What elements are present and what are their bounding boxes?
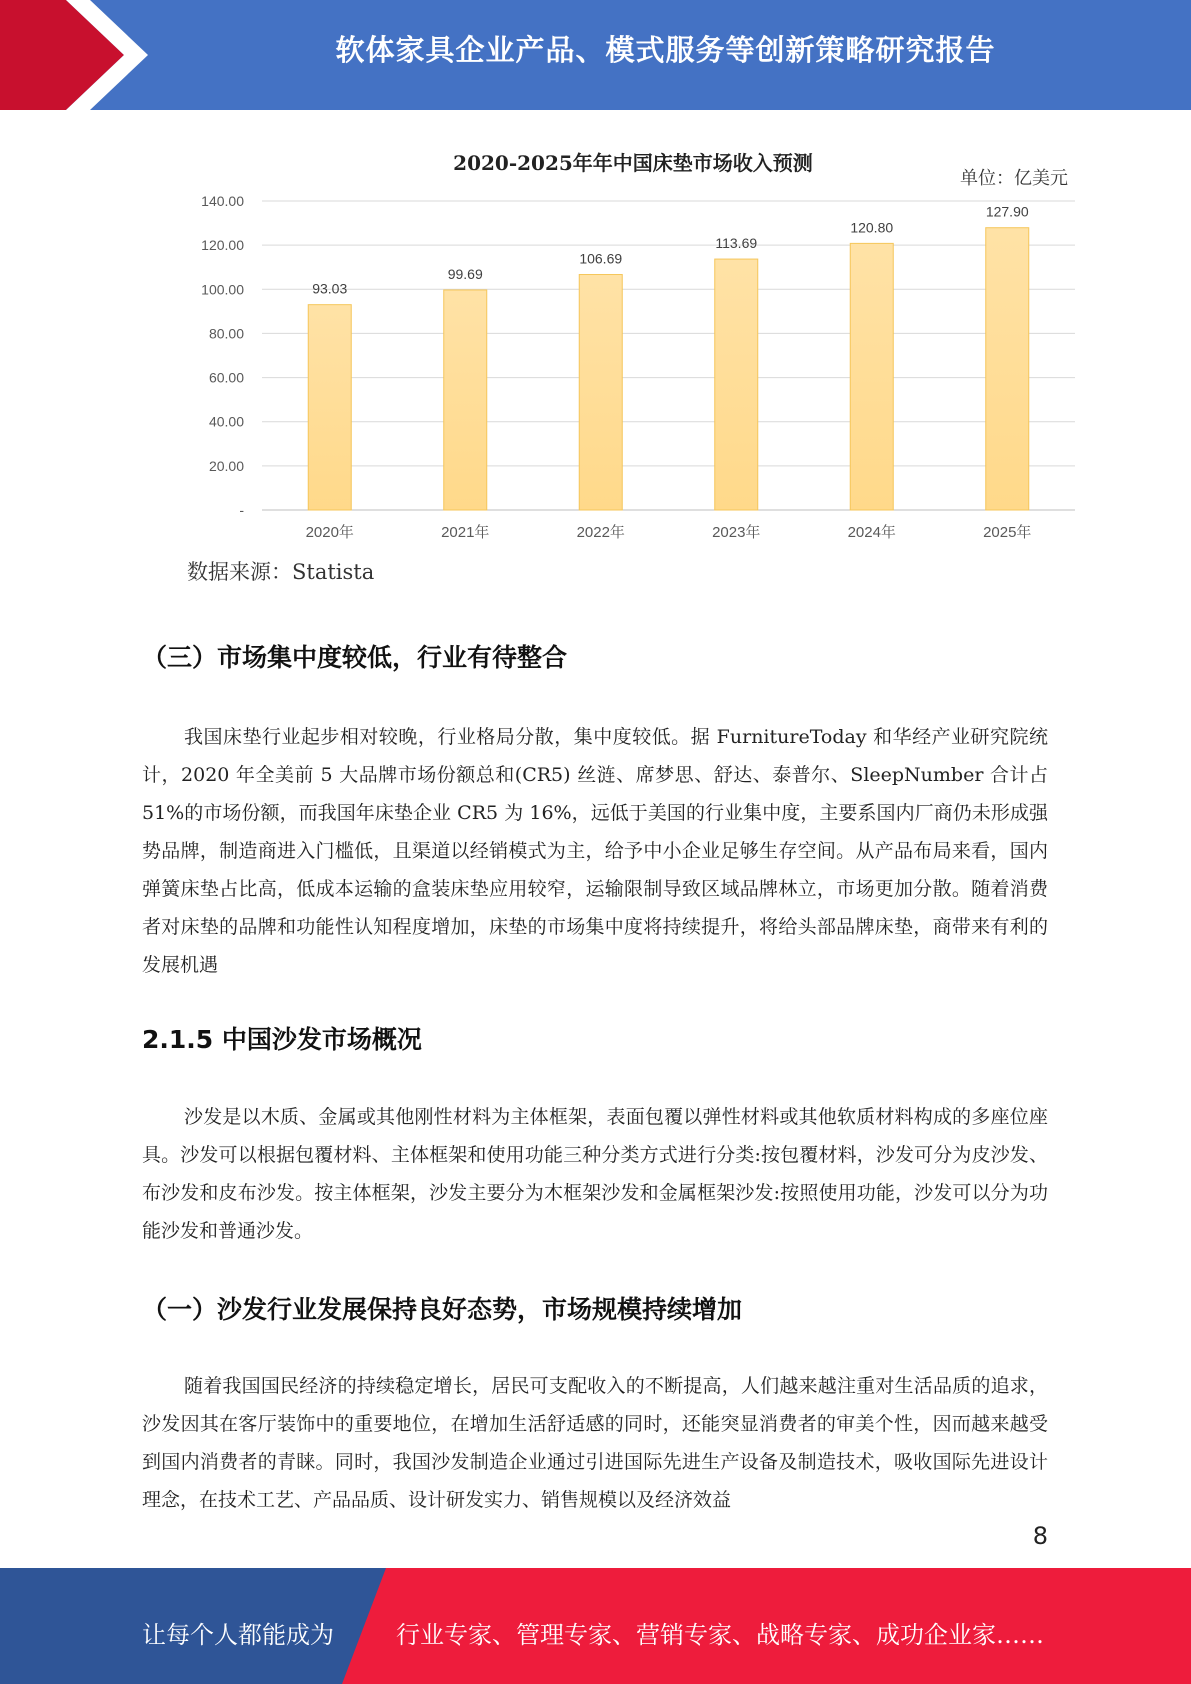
chart-grid — [262, 201, 1075, 510]
chart-source: 数据来源：Statista — [187, 560, 375, 584]
bar-value-label: 120.80 — [850, 219, 894, 236]
chart-y-axis — [201, 193, 244, 518]
chart-bars — [308, 204, 1029, 510]
y-tick-label: 120.00 — [201, 237, 244, 254]
section-heading-sofa-growth: （一）沙发行业发展保持良好态势，市场规模持续增加 — [142, 1295, 743, 1324]
bar-value-label: 93.03 — [312, 280, 348, 297]
x-tick-label: 2023年 — [712, 524, 761, 541]
page-number: 8 — [1032, 1522, 1048, 1550]
bar — [986, 228, 1029, 510]
chart-title: 2020-2025年年中国床垫市场收入预测 — [453, 151, 813, 175]
paragraph-sofa-growth: 随着我国国民经济的持续稳定增长，居民可支配收入的不断提高，人们越来越注重对生活品质的追求，沙发因其在客厅装饰中的重要地位，在增加生活舒适感的同时，还能突显消费者的审美个性，因而越来越受到国内消费者的青睐。同时，我国沙发制造企业通过引进国际先进生产设备及制造技术，吸收国际先进设计理念，在技术工艺、产品品质、设计研发实力、销售规模以及经济效益 — [142, 1375, 1048, 1511]
y-tick-label: 20.00 — [208, 457, 244, 474]
y-tick-label: - — [239, 502, 244, 518]
chart-unit-label: 单位：亿美元 — [960, 168, 1068, 189]
bar-value-label: 113.69 — [715, 235, 758, 252]
section-heading-market-concentration: （三）市场集中度较低，行业有待整合 — [142, 643, 568, 672]
x-tick-label: 2025年 — [983, 524, 1032, 541]
paragraph-sofa-definition: 沙发是以木质、金属或其他刚性材料为主体框架，表面包覆以弹性材料或其他软质材料构成的多座位座具。沙发可以根据包覆材料、主体框架和使用功能三种分类方式进行分类:按包覆材料，沙发可分为皮沙发、布沙发和皮布沙发。按主体框架，沙发主要分为木框架沙发和金属框架沙发:按照使用功能，沙发可以分为功能沙发和普通沙发。 — [142, 1106, 1048, 1242]
x-tick-label: 2020年 — [305, 524, 354, 541]
section-heading-sofa-market: 2.1.5 中国沙发市场概况 — [142, 1025, 422, 1054]
y-tick-label: 100.00 — [201, 281, 244, 298]
y-tick-label: 60.00 — [208, 369, 244, 386]
chart-svg — [180, 140, 1080, 560]
bar — [308, 305, 351, 510]
y-tick-label: 40.00 — [208, 413, 244, 430]
bar — [579, 275, 622, 510]
header-chevron-decoration — [0, 0, 160, 110]
bar-value-label: 99.69 — [447, 265, 483, 282]
bar — [850, 243, 893, 510]
header-title: 软体家具企业产品、模式服务等创新策略研究报告 — [335, 33, 996, 67]
page-header — [0, 0, 1191, 110]
y-tick-label: 80.00 — [208, 325, 244, 342]
mattress-revenue-chart — [180, 140, 1080, 590]
bar — [444, 290, 487, 510]
bar — [715, 259, 758, 510]
bar-value-label: 127.90 — [985, 203, 1029, 220]
y-tick-label: 140.00 — [201, 193, 244, 209]
chart-x-axis — [306, 523, 1032, 541]
bar-value-label: 106.69 — [579, 250, 623, 267]
x-tick-label: 2021年 — [441, 524, 490, 541]
paragraph-market-concentration: 我国床垫行业起步相对较晚，行业格局分散，集中度较低。据 FurnitureToday 和华经产业研究院统计，2020 年全美前 5 大品牌市场份额总和(CR5) 丝涟、席梦思、舒达、泰普尔、SleepNumber 合计占 51%的市场份额，而我国年床垫企业 CR5 为 16%，远低于美国的行业集中度，主要系国内厂商仍未形成强势品牌，制造商进入门槛低，且渠道以经销模式为主，给予中小企业足够生存空间。从产品布局来看，国内弹簧床垫占比高，低成本运输的盒装床垫应用较窄，运输限制导致区域品牌林立，市场更加分散。随着消费者对床垫的品牌和功能性认知程度增加，床垫的市场集中度将持续提升，将给头部品牌床垫，商带来有利的发展机遇 — [142, 726, 1048, 976]
footer-slogan-left: 让每个人都能成为 — [142, 1621, 334, 1649]
x-tick-label: 2024年 — [847, 524, 896, 541]
x-tick-label: 2022年 — [576, 524, 625, 541]
footer-slogan-right: 行业专家、管理专家、营销专家、战略专家、成功企业家…… — [396, 1621, 1044, 1649]
